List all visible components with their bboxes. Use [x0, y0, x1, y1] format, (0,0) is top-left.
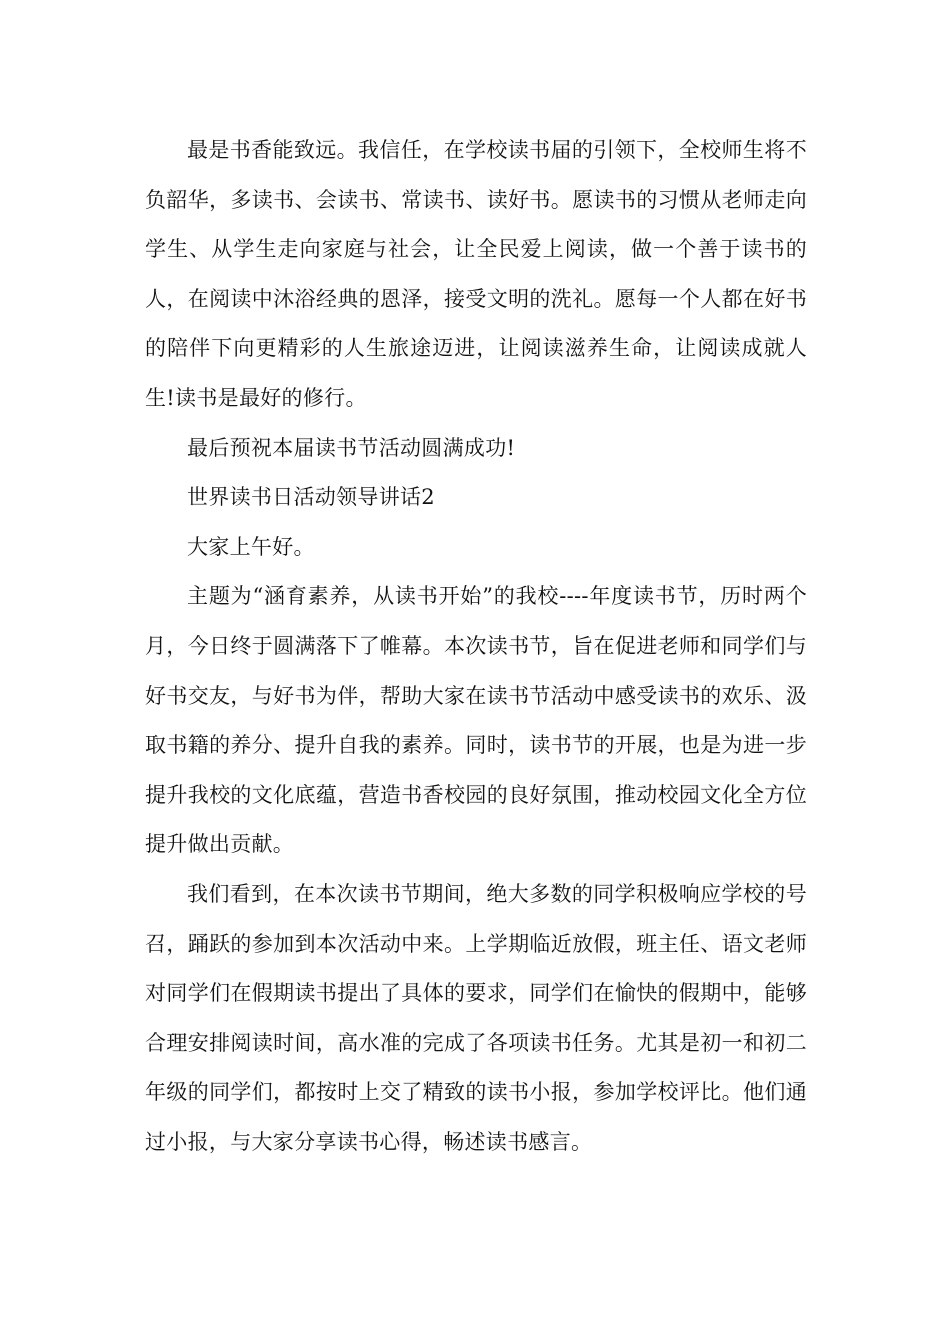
paragraph-activities: 我们看到，在本次读书节期间，绝大多数的同学积极响应学校的号召，踊跃的参加到本次活动中来。上学期临近放假，班主任、语文老师对同学们在假期读书提出了具体的要求，同学们在愉快的假期中，能够合理安排阅读时间，高水准的完成了各项读书任务。尤其是初一和初二年级的同学们，都按时上交了精致的读书小报，参加学校评比。他们通过小报，与大家分享读书心得，畅述读书感言。 — [145, 881, 807, 1154]
document-page — [145, 126, 807, 1167]
paragraph-closing-remarks: 最是书香能致远。我信任，在学校读书届的引领下，全校师生将不负韶华，多读书、会读书、常读书、读好书。愿读书的习惯从老师走向学生、从学生走向家庭与社会，让全民爱上阅读，做一个善于读书的人，在阅读中沐浴经典的恩泽，接受文明的洗礼。愿每一个人都在好书的陪伴下向更精彩的人生旅途迈进，让阅读滋养生命，让阅读成就人生!读书是最好的修行。 — [145, 138, 807, 410]
section-title: 世界读书日活动领导讲话2 — [187, 485, 435, 510]
paragraph-theme: 主题为“涵育素养，从读书开始”的我校----年度读书节，历时两个月，今日终于圆满落下了帷幕。本次读书节，旨在促进老师和同学们与好书交友，与好书为伴，帮助大家在读书节活动中感受读书的欢乐、汲取书籍的养分、提升自我的素养。同时，读书节的开展，也是为进一步提升我校的文化底蕴，营造书香校园的良好氛围，推动校园文化全方位提升做出贡献。 — [145, 584, 807, 857]
paragraph-final-wish: 最后预祝本届读书节活动圆满成功! — [187, 435, 516, 460]
paragraph-greeting: 大家上午好。 — [187, 534, 315, 559]
